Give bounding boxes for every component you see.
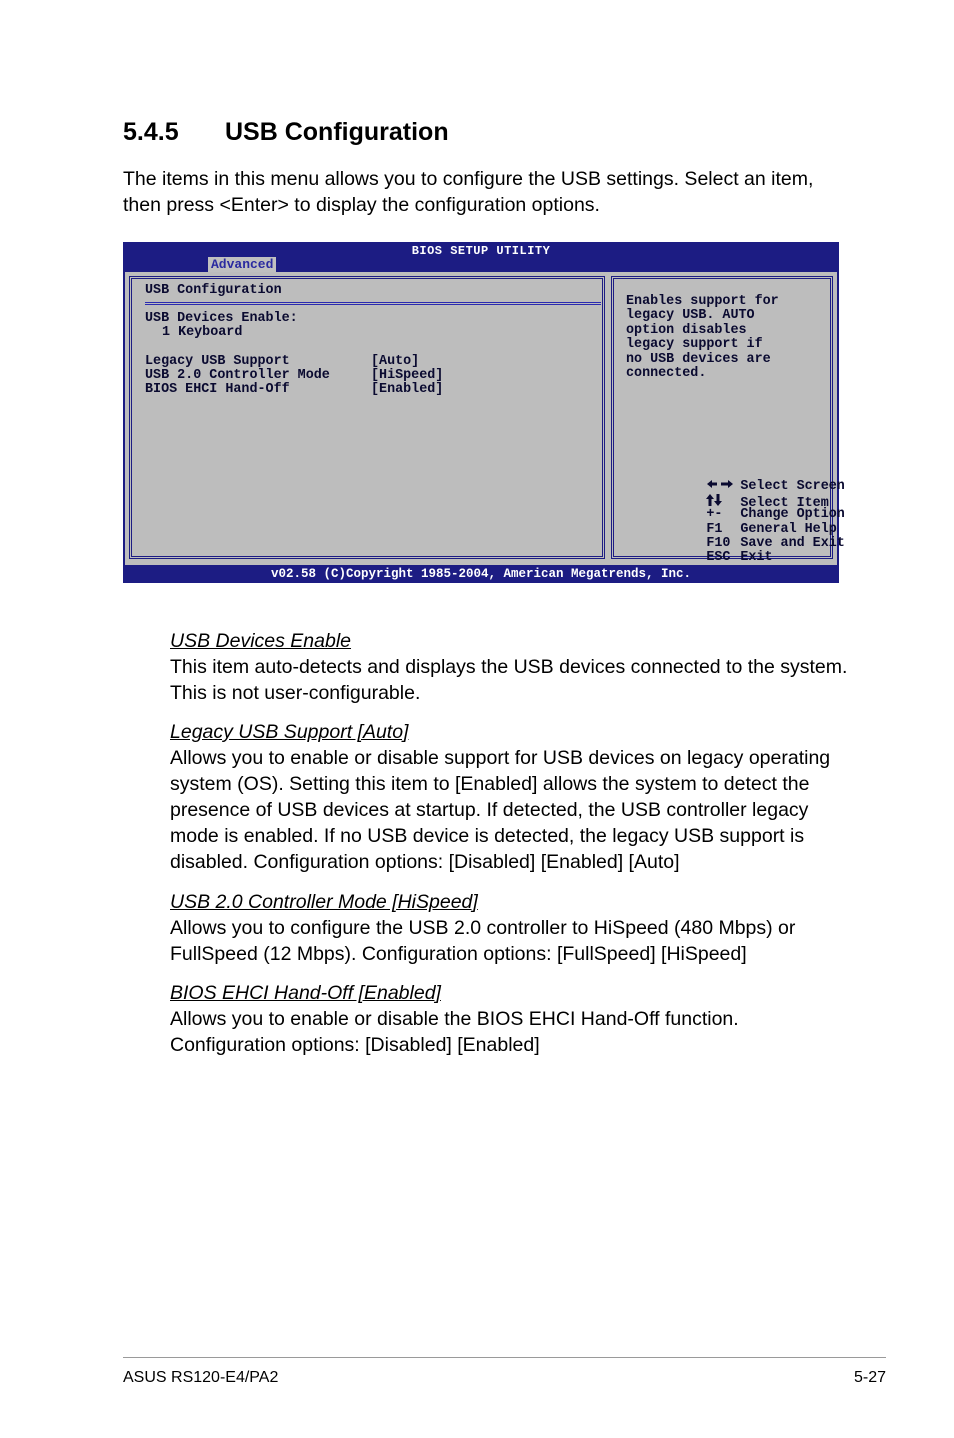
description-text: This item auto-detects and displays the USB devices connected to the system. This is not user-configurable. <box>170 656 848 704</box>
key-action: Select Screen <box>740 479 845 495</box>
bios-key-legend <box>626 465 845 566</box>
tab-advanced[interactable]: Advanced <box>208 257 276 272</box>
bios-copyright: v02.58 (C)Copyright 1985-2004, American Megatrends, Inc. <box>270 567 692 581</box>
description-text: Allows you to enable or disable support for USB devices on legacy operating system (OS). Setting this item to [Enabled] allows the system to detect the presence of USB devices at startup. If detected, the USB controller legacy mode is enabled. If no USB device is detected, the legacy USB support is disabled. Configuration options: [Disabled] [Enabled] [Auto] <box>170 747 831 873</box>
bios-panel-title: USB Configuration <box>145 283 282 298</box>
description-legacy-usb-support <box>170 719 850 875</box>
key-action: Save and Exit <box>740 535 845 551</box>
description-bios-ehci-handoff <box>170 980 850 1058</box>
description-title: Legacy USB Support [Auto] <box>170 721 409 743</box>
key-label: F10 <box>706 535 731 551</box>
bios-item-legacy-usb-value[interactable]: [Auto] <box>371 354 420 369</box>
key-label: ESC <box>706 550 731 566</box>
description-usb2-controller-mode <box>170 889 850 967</box>
key-action: Exit <box>740 550 773 566</box>
bios-item-usb2-mode-label[interactable]: USB 2.0 Controller Mode <box>145 368 330 383</box>
key-save-exit <box>626 523 845 551</box>
description-title: BIOS EHCI Hand-Off [Enabled] <box>170 982 441 1004</box>
key-exit <box>626 537 845 566</box>
bios-item-legacy-usb-label[interactable]: Legacy USB Support <box>145 354 290 369</box>
section-title: USB Configuration <box>225 118 449 146</box>
bios-title: BIOS SETUP UTILITY <box>411 244 551 258</box>
bios-help-text: Enables support for legacy USB. AUTO option disables legacy support if no USB devices are connected. <box>626 294 779 382</box>
bios-body <box>125 272 845 566</box>
section-number: 5.4.5 <box>123 118 179 146</box>
description-text: Allows you to configure the USB 2.0 controller to HiSpeed (480 Mbps) or FullSpeed (12 Mbps). Configuration options: [FullSpeed] [HiSpeed] <box>170 917 796 965</box>
usb-devices-label: USB Devices Enable: <box>145 311 298 326</box>
description-usb-devices-enable <box>170 628 850 706</box>
key-action: General Help <box>740 521 837 537</box>
intro-paragraph: The items in this menu allows you to configure the USB settings. Select an item, then press <Enter> to display the configuration options. <box>123 168 814 216</box>
bios-item-usb2-mode-value[interactable]: [HiSpeed] <box>371 368 444 383</box>
key-select-screen <box>626 465 845 495</box>
footer-divider <box>123 1357 886 1358</box>
description-title: USB Devices Enable <box>170 630 352 652</box>
bios-settings-pane <box>129 276 605 559</box>
key-general-help <box>626 508 845 537</box>
footer-page-number: 5-27 <box>853 1369 886 1386</box>
key-select-item <box>626 479 845 511</box>
bios-item-ehci-handoff-value[interactable]: [Enabled] <box>371 382 444 397</box>
bios-item-ehci-handoff-label[interactable]: BIOS EHCI Hand-Off <box>145 382 290 397</box>
key-label: +- <box>706 507 723 523</box>
description-text: Allows you to enable or disable the BIOS EHCI Hand-Off function. Configuration options: [Disabled] [Enabled] <box>170 1008 739 1056</box>
bios-screenshot <box>123 242 845 583</box>
key-action: Select Item <box>740 495 829 511</box>
key-change-option <box>626 494 845 523</box>
section-heading <box>123 118 449 147</box>
description-title: USB 2.0 Controller Mode [HiSpeed] <box>170 891 478 913</box>
key-action: Change Option <box>740 507 845 523</box>
key-label: F1 <box>706 521 723 537</box>
footer-product-name: ASUS RS120-E4/PA2 <box>123 1369 279 1386</box>
bios-help-pane <box>611 276 845 566</box>
bios-separator <box>145 302 601 305</box>
usb-devices-value: 1 Keyboard <box>162 325 243 340</box>
